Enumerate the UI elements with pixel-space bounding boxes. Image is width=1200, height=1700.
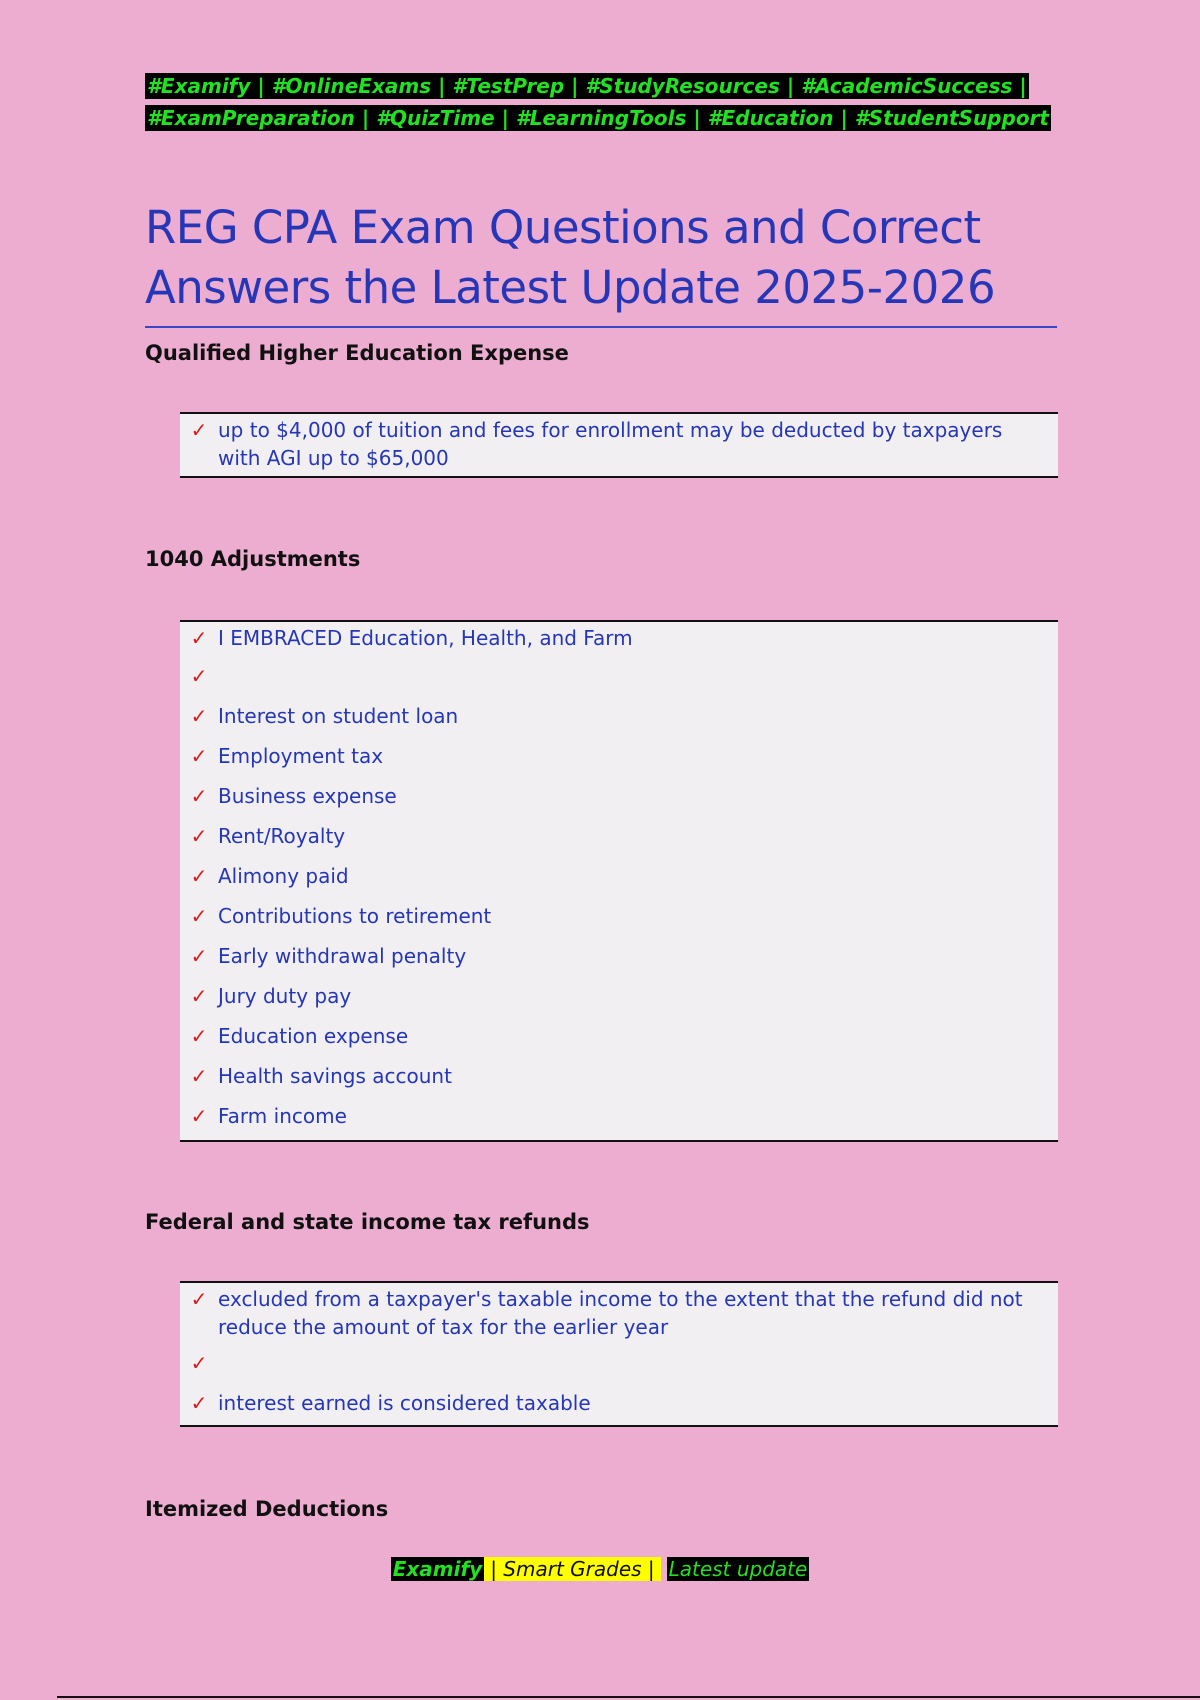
section-heading-1040-adjustments: 1040 Adjustments bbox=[145, 547, 361, 571]
list-item: ✓ Interest on student loan bbox=[180, 702, 1058, 742]
checkmark-icon: ✓ bbox=[190, 1064, 208, 1088]
footer-tail: Latest update bbox=[668, 1557, 808, 1581]
hashtag-banner bbox=[145, 70, 1055, 134]
checkmark-icon: ✓ bbox=[190, 626, 208, 650]
page-bottom-divider bbox=[57, 1696, 1200, 1698]
checkmark-icon: ✓ bbox=[190, 1287, 208, 1311]
checkmark-icon: ✓ bbox=[190, 704, 208, 728]
checkmark-icon: ✓ bbox=[190, 418, 208, 442]
list-item: ✓ Employment tax bbox=[180, 742, 1058, 782]
checkmark-icon: ✓ bbox=[190, 744, 208, 768]
hashtag-line-1: #Examify | #OnlineExams | #TestPrep | #StudyResources | #AcademicSuccess | bbox=[147, 74, 1027, 98]
checkmark-icon: ✓ bbox=[190, 904, 208, 928]
title-line-1: REG CPA Exam Questions and Correct bbox=[145, 201, 981, 254]
answer-box-tax-refunds bbox=[180, 1281, 1058, 1427]
hashtag-line-2: #ExamPreparation | #QuizTime | #LearningTools | #Education | #StudentSupport bbox=[147, 106, 1049, 130]
list-item: ✓ up to $4,000 of tuition and fees for enrollment may be deducted by taxpayers with AGI up to $65,000 bbox=[180, 416, 1058, 472]
checkmark-icon: ✓ bbox=[190, 1351, 208, 1375]
list-item: ✓ excluded from a taxpayer's taxable income to the extent that the refund did not reduce the amount of tax for the earlier year bbox=[180, 1285, 1058, 1349]
list-item: ✓ Alimony paid bbox=[180, 862, 1058, 902]
page-footer bbox=[0, 1555, 1200, 1583]
list-item: ✓ Rent/Royalty bbox=[180, 822, 1058, 862]
list-item bbox=[180, 662, 1058, 702]
list-item: ✓ Business expense bbox=[180, 782, 1058, 822]
section-heading-qualified-education: Qualified Higher Education Expense bbox=[145, 341, 569, 365]
list-item: ✓ Contributions to retirement bbox=[180, 902, 1058, 942]
section-heading-tax-refunds: Federal and state income tax refunds bbox=[145, 1210, 590, 1234]
checkmark-icon: ✓ bbox=[190, 1024, 208, 1048]
list-item: ✓ Early withdrawal penalty bbox=[180, 942, 1058, 982]
footer-middle: | Smart Grades | bbox=[484, 1557, 660, 1581]
checkmark-icon: ✓ bbox=[190, 664, 208, 688]
list-item: ✓ I EMBRACED Education, Health, and Farm bbox=[180, 624, 1058, 662]
list-item: ✓ Education expense bbox=[180, 1022, 1058, 1062]
title-line-2: Answers the Latest Update 2025-2026 bbox=[145, 261, 996, 314]
checkmark-icon: ✓ bbox=[190, 1391, 208, 1415]
page-title bbox=[145, 198, 1057, 328]
answer-box-qualified-education bbox=[180, 412, 1058, 478]
checkmark-icon: ✓ bbox=[190, 1104, 208, 1128]
checkmark-icon: ✓ bbox=[190, 944, 208, 968]
checkmark-icon: ✓ bbox=[190, 784, 208, 808]
checkmark-icon: ✓ bbox=[190, 864, 208, 888]
checkmark-icon: ✓ bbox=[190, 824, 208, 848]
list-item: ✓ interest earned is considered taxable bbox=[180, 1389, 1058, 1421]
list-item: ✓ Health savings account bbox=[180, 1062, 1058, 1102]
list-item: ✓ Jury duty pay bbox=[180, 982, 1058, 1022]
checkmark-icon: ✓ bbox=[190, 984, 208, 1008]
list-item bbox=[180, 1349, 1058, 1389]
section-heading-itemized-deductions: Itemized Deductions bbox=[145, 1497, 389, 1521]
footer-brand: Examify bbox=[392, 1557, 483, 1581]
list-item: ✓ Farm income bbox=[180, 1102, 1058, 1136]
answer-box-1040-adjustments bbox=[180, 620, 1058, 1142]
